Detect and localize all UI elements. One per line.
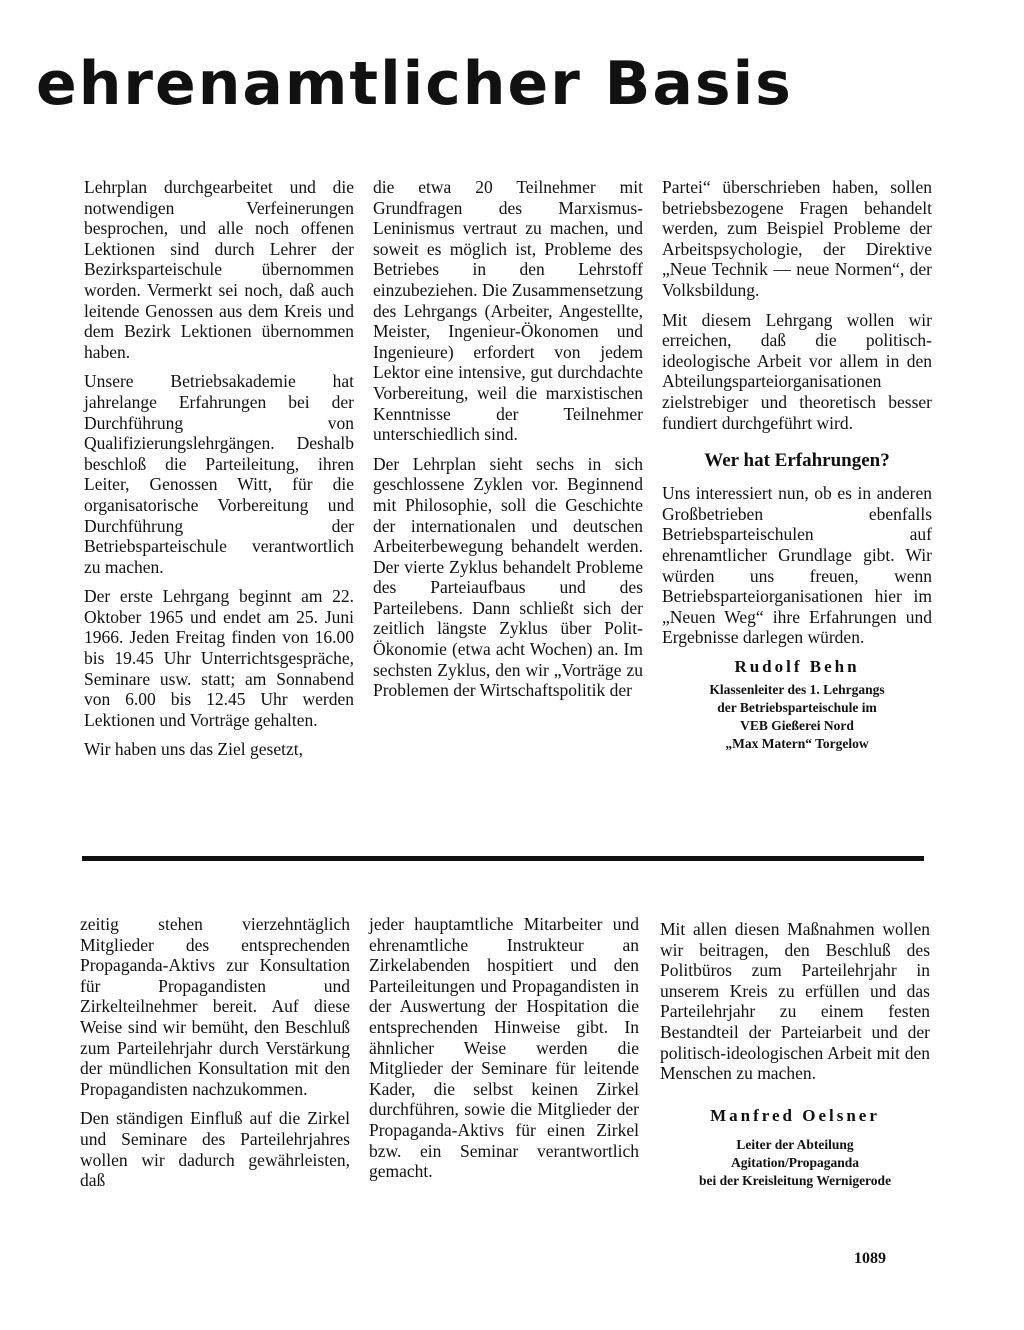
bottom-column-2 xyxy=(369,914,639,1191)
paragraph: Der Lehrplan sieht sechs in sich geschlossene Zyklen vor. Beginnend mit Philosophie, soll die Geschichte der internationalen und deutschen Arbeiterbewegung behandelt werden. Der vierte Zyklus behandelt Probleme des Parteiaufbaus und des Parteilebens. Dann schließt sich der zeitlich längste Zyklus über Polit-Ökonomie (etwa acht Wochen) an. Im sechsten Zyklus, den wir „Vorträge zu Problemen der Wirtschaftspolitik der xyxy=(373,453,643,701)
paragraph: Wir haben uns das Ziel gesetzt, xyxy=(84,739,303,760)
author-description-line: der Betriebsparteischule im xyxy=(717,700,877,716)
author-description-line: Leiter der Abteilung xyxy=(736,1137,854,1153)
bottom-column-1 xyxy=(80,914,350,1200)
section-divider xyxy=(82,856,924,861)
headline: ehrenamtlicher Basis xyxy=(36,49,793,119)
author-description-line: Agitation/Propaganda xyxy=(730,1155,860,1171)
author-name: Manfred Oelsner xyxy=(710,1105,880,1125)
top-column-2 xyxy=(373,177,643,710)
author-description-line: VEB Gießerei Nord xyxy=(740,718,854,734)
author-description-line: „Max Matern“ Torgelow xyxy=(725,736,869,752)
paragraph: Der erste Lehrgang beginnt am 22. Oktober 1965 und endet am 25. Juni 1966. Jeden Freitag finden von 16.00 bis 19.45 Uhr Unterrichtsgespräche, Seminare usw. statt; am Sonnabend von 6.00 bis 12.45 Uhr werden Lektionen und Vorträge gehalten. xyxy=(84,586,354,730)
author-description-line: bei der Kreisleitung Wernigerode xyxy=(698,1173,892,1189)
bottom-column-3 xyxy=(660,919,930,1190)
paragraph: jeder hauptamtliche Mitarbeiter und ehrenamtliche Instrukteur an Zirkelabenden hospitiert und den Parteileitungen und Propagandisten in der Auswertung der Hospitation die entsprechenden Hinweise gibt. In ähnlicher Weise werden die Mitglieder der Seminare für leitende Kader, die selbst keinen Zirkel durchführen, sowie die Mitglieder der Propaganda-Aktivs für einen Zirkel bzw. ein Seminar verantwortlich gemacht. xyxy=(369,914,639,1182)
paragraph: Lehrplan durchgearbeitet und die notwendigen Verfeinerungen besprochen, und alle noch offenen Lektionen sind durch Lehrer der Bezirksparteischule übernommen worden. Vermerkt sei noch, daß auch leitende Genossen aus dem Kreis und dem Bezirk Lektionen übernommen haben. xyxy=(84,177,354,362)
top-column-1 xyxy=(84,177,354,769)
paragraph: Unsere Betriebsakademie hat jahrelange Erfahrungen bei der Durchführung von Qualifizierungslehrgängen. Deshalb beschloß die Parteileitung, ihren Leiter, Genossen Witt, für die organisatorische Vorbereitung und Durchführung der Betriebsparteischule verantwortlich zu machen. xyxy=(84,371,354,577)
paragraph: Mit diesem Lehrgang wollen wir erreichen, daß die politisch-ideologische Arbeit vor allem in den Abteilungsparteiorganisationen zielstrebiger und theoretisch besser fundiert durchgeführt wird. xyxy=(662,309,932,433)
paragraph: die etwa 20 Teilnehmer mit Grundfragen des Marxismus-Leninismus vertraut zu machen, und soweit es möglich ist, Probleme des Betriebes in den Lehrstoff einzubeziehen. Die Zusammensetzung des Lehrgangs (Arbeiter, Angestellte, Meister, Ingenieur-Ökonomen und Ingenieure) erfordert von jedem Lektor eine intensive, gut durchdachte Vorbereitung, weil die marxistischen Kenntnisse der Teilnehmer unterschiedlich sind. xyxy=(373,177,643,445)
author-description-line: Klassenleiter des 1. Lehrgangs xyxy=(709,682,885,698)
author-description xyxy=(660,1136,930,1190)
paragraph: Partei“ überschrieben haben, sollen betriebsbezogene Fragen behandelt werden, zum Beispiel Probleme der Arbeitspsychologie, der Direktive „Neue Technik — neue Normen“, der Volksbildung. xyxy=(662,177,932,300)
paragraph: Mit allen diesen Maßnahmen wollen wir beitragen, den Beschluß des Politbüros zum Parteilehrjahr in unserem Kreis zu erfüllen und das Parteilehrjahr zu einem festen Bestandteil der Parteiarbeit und der politisch-ideologischen Arbeit mit den Menschen zu machen. xyxy=(660,919,930,1084)
paragraph: Uns interessiert nun, ob es in anderen Großbetrieben ebenfalls Betriebsparteischulen auf ehrenamtlicher Grundlage gibt. Wir würden uns freuen, wenn Betriebsparteiorganisationen hier im „Neuen Weg“ ihre Erfahrungen und Ergebnisse darlegen würden. xyxy=(662,483,932,648)
page-number: 1089 xyxy=(854,1250,886,1267)
paragraph: zeitig stehen vierzehntäglich Mitglieder des entsprechenden Propaganda-Aktivs zur Konsultation für Propagandisten und Zirkelteilnehmer bereit. Auf diese Weise sind wir bemüht, den Beschluß zum Parteilehrjahr durch Verstärkung der mündlichen Konsultation mit den Propagandisten nachzukommen. xyxy=(80,914,350,1099)
author-name: Rudolf Behn xyxy=(734,656,860,676)
paragraph: Den ständigen Einfluß auf die Zirkel und Seminare des Parteilehrjahres wollen wir dadurch gewährleisten, daß xyxy=(80,1108,350,1191)
top-column-3 xyxy=(662,177,932,753)
author-description xyxy=(662,681,932,753)
subheading: Wer hat Erfahrungen? xyxy=(704,450,890,472)
